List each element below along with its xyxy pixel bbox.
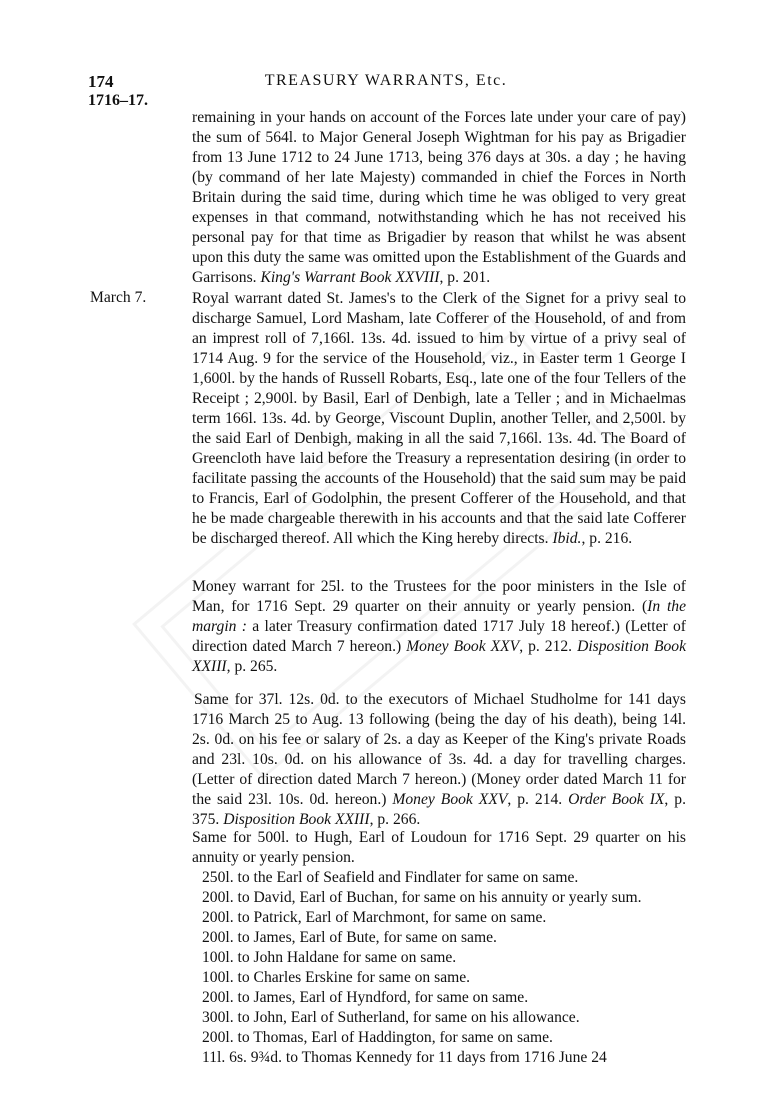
list-item: 200l. to Thomas, Earl of Haddington, for same on same. [202,1029,553,1046]
paragraph-text: Same for 37l. 12s. 0d. to the executors of Michael Studholme for 141 days 1716 March 25 to Aug. 13 following (being the day of his death), being 14l. 2s. 0d. on his fee or salary of 2s. a day as Keeper of the King's private Roads and 23l. 10s. 0d. on his allowance of 3s. 4d. a day for travelling charges. (Letter of direction dated March 7 hereon.) (Money order dated March 11 for the said 23l. 10s. 0d. hereon.) [192,691,686,808]
source-reference: Disposition Book XXIII [223,811,370,828]
margin-date-march7: March 7. [90,289,147,306]
page-number: 174 [88,72,114,91]
paragraph-isle-of-man [192,577,686,677]
list-item: 250l. to the Earl of Seafield and Findlater for same on same. [202,869,579,886]
list-item: 200l. to Patrick, Earl of Marchmont, for same on same. [202,909,547,926]
source-reference: Money Book XXV [406,638,520,655]
year-range: 1716–17. [88,92,148,109]
list-item: 100l. to Charles Erskine for same on same. [202,969,471,986]
source-reference: Disposition Book XXIII [192,638,687,675]
page-reference: , p. 212. [519,638,578,655]
page-reference: , p. 214. [507,791,569,808]
page-reference: , p. 266. [369,811,421,828]
list-item: 300l. to John, Earl of Sutherland, for same on his allowance. [202,1009,580,1026]
page-reference: , p. 201. [439,269,491,286]
source-reference: Order Book IX [568,791,665,808]
paragraph-loudoun-list [192,828,686,1068]
list-item: 200l. to James, Earl of Hyndford, for same on same. [202,989,529,1006]
paragraph-continuation [192,108,686,288]
paragraph-text: Royal warrant dated St. James's to the Clerk of the Signet for a privy seal to discharge Samuel, Lord Masham, late Cofferer of the Household, of and from an imprest roll of 7,166l. 13s. 4d. issued to him by virtue of a privy seal of 1714 Aug. 9 for the service of the Household, viz., in Easter term 1 George I 1,600l. by the hands of Russell Robarts, Esq., late one of the four Tellers of the Receipt ; 2,900l. by Basil, Earl of Denbigh, late a Teller ; and in Michaelmas term 166l. 13s. 4d. by George, Viscount Duplin, another Teller, and 2,500l. by the said Earl of Denbigh, making in all the said 7,166l. 13s. 4d. The Board of Greencloth have laid before the Treasury a representation desiring (in order to facilitate passing the accounts of the Household) that the said sum may be paid to Francis, Earl of Godolphin, the present Cofferer of the Household, and that he be made chargeable therewith in his accounts and that the said late Cofferer be discharged thereof. All which the King hereby directs. [192,290,686,547]
list-item: 200l. to David, Earl of Buchan, for same on his annuity or yearly sum. [202,889,642,906]
list-item: 11l. 6s. 9¾d. to Thomas Kennedy for 11 days from 1716 June 24 [202,1049,607,1066]
list-item: 200l. to James, Earl of Bute, for same on same. [202,929,497,946]
page-reference: , p. 265. [226,658,278,675]
source-reference: Money Book XXV [392,791,508,808]
margin-note-label: In the margin : [192,598,686,635]
source-reference: Ibid. [552,530,582,547]
paragraph-text: Money warrant for 25l. to the Trustees for the poor ministers in the Isle of Man, for 1716 Sept. 29 quarter on their annuity or yearly pension. ( [192,578,686,615]
paragraph-royal-warrant [192,289,686,549]
page-reference: , p. 216. [581,530,633,547]
source-reference: King's Warrant Book XXVIII [260,269,440,286]
running-head: TREASURY WARRANTS, Etc. [264,72,508,89]
paragraph-text: remaining in your hands on account of the Forces late under your care of pay) the sum of 564l. to Major General Joseph Wightman for his pay as Brigadier from 13 June 1712 to 24 June 1713, being 376 days at 30s. a day ; he having (by command of her late Majesty) commanded in chief the Forces in North Britain during the said time, during which time he was obliged to very great expenses in that command, notwithstanding which he has not received his personal pay for that time as Brigadier by reason that whilst he was absent upon this duty the same was omitted upon the Establishment of the Guards and Garrisons. [192,109,686,286]
paragraph-studholme [192,690,686,830]
list-item: 100l. to John Haldane for same on same. [202,949,457,966]
paragraph-text: a later Treasury confirmation dated 1717 July 18 hereof.) (Letter of direction dated March 7 hereon.) [192,618,686,655]
page-reference: , p. 375. [192,791,686,828]
list-lead: Same for 500l. to Hugh, Earl of Loudoun for 1716 Sept. 29 quarter on his annuity or yearly pension. [192,829,686,866]
